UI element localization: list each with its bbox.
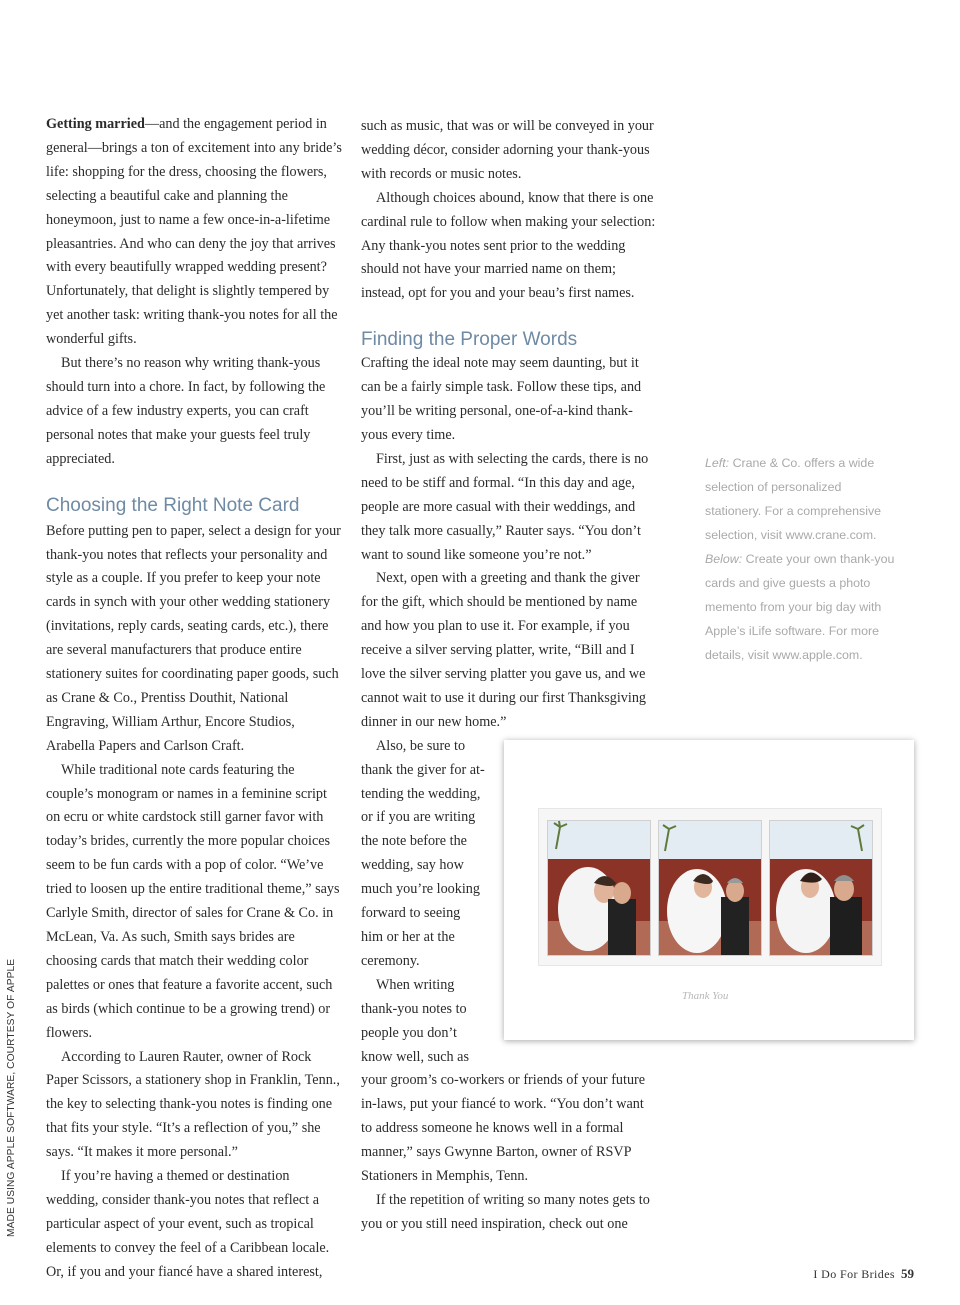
paragraph: Although choices abound, know that there is one cardinal rule to follow when making your selection: Any thank-you notes sent prior to the wedding should not have your married name on them; instead, opt for you and your beau’s first names. (361, 189, 656, 302)
line: ceremony. (361, 952, 420, 969)
line: people you don’t (361, 1024, 457, 1041)
wedding-photo-graphic (770, 821, 872, 955)
paragraph: Next, open with a greeting and thank the giver for the gift, which should be mentioned by name and how you plan to use it. For example, if you receive a silver serving platter, write, “Bill and I love the silver serving platter you gave us, and we cannot wait to use it during our first Thanksgiving dinner in our new home.” (361, 570, 647, 730)
wedding-photo-graphic (659, 821, 761, 955)
wedding-photo (658, 820, 762, 956)
paragraph: While traditional note cards featuring the couple’s monogram or names in a feminine script on ecru or white cardstock still garner favor with today’s brides, currently the more popular choices seem to be fun cards with a pop of color. “We’ve tried to loosen up the entire traditional theme,” says Carlyle Smith, director of sales for Crane & Co. in McLean, Va. As such, Smith says brides are choosing cards that match their wedding color palettes or ones that feature a favorite accent, such as birds (which continue to be a growing trend) or flowers. (46, 761, 340, 1041)
paragraph: Crafting the ideal note may seem daunting, but it can be a fairly simple task. Follow these tips, and you’ll be writing personal, one-of-a-kind thank-yous every time. (361, 355, 642, 443)
line: much you’re looking (361, 881, 480, 898)
article-column-right (361, 115, 657, 1237)
line: the note before the (361, 833, 467, 850)
page-footer (813, 1266, 914, 1282)
thank-you-card-image (504, 740, 914, 1040)
line: tending the wedding, (361, 785, 481, 802)
paragraph-intro (46, 113, 342, 352)
line: him or her at the (361, 929, 455, 945)
article-column-left (46, 113, 342, 1285)
intro-text: —and the engagement period in general—brings a ton of excitement into any bride’s life: shopping for the dress, choosing the flowers, selecting a beautiful cake and planning the honeymoon, just to name a few once-in-a-lifetime pleasantries. And who can deny the joy that arrives with every beautifully wrapped wedding present? Unfortunately, that delight is slightly tempered by yet another task: writing thank-you notes for all the wonderful gifts. (46, 116, 342, 348)
thank-you-script: Thank You (682, 990, 729, 1002)
photo-credit: MADE USING APPLE SOFTWARE, COURTESY OF APPLE (6, 958, 17, 1237)
paragraph: If the repetition of writing so many notes gets to you or you still need inspiration, check out one (361, 1191, 650, 1232)
paragraph-rest: your groom’s co-workers or friends of your future in-laws, put your fiancé to work. “You don’t want to address someone he knows well in a formal manner,” says Gwynne Barton, owner of RSVP Stationers in Memphis, Tenn. (361, 1072, 646, 1185)
line: When writing (376, 976, 455, 993)
line: thank the giver for at- (361, 761, 485, 778)
line: thank-you notes to (361, 1000, 467, 1017)
line: forward to seeing (361, 905, 461, 922)
caption-left-label: Left: (705, 456, 730, 470)
paragraph: First, just as with selecting the cards, there is no need to be stiff and formal. “In this day and age, people are more casual with their weddings, and they talk more casually,” Rauter says. “You don’t want to sound like someone you’re not.” (361, 450, 649, 563)
photo-strip (538, 808, 882, 966)
wedding-photo (769, 820, 873, 956)
caption-below-label: Below: (705, 552, 743, 566)
paragraph: Before putting pen to paper, select a design for your thank-you notes that reflects your personality and style as a couple. If you prefer to keep your note cards in synch with your other wedding stationery (invitations, reply cards, seating cards, etc.), there are several manufacturers that produce entire stationery suites for coordinating paper goods, such as Crane & Co., Prentiss Douthit, National Engraving, William Arthur, Encore Studios, Arabella Papers and Carlson Craft. (46, 522, 341, 754)
section-heading-proper-words: Finding the Proper Words (361, 329, 578, 351)
caption-below-text: Create your own thank-you cards and give guests a photo memento from your big day with Apple’s iLife software. For more details, visit www.apple.com. (705, 552, 895, 662)
paragraph: such as music, that was or will be conveyed in your wedding décor, consider adorning your thank-yous with records or music notes. (361, 118, 654, 182)
paragraph: But there’s no reason why writing thank-yous should turn into a chore. In fact, by following the advice of a few industry experts, you can craft personal notes that make your guests feel truly appreciated. (46, 355, 326, 467)
lede-text: Getting married (46, 116, 145, 132)
section-heading-note-card: Choosing the Right Note Card (46, 494, 300, 516)
photo-caption (705, 451, 895, 667)
paragraph: If you’re having a themed or destination wedding, consider thank-you notes that reflect a particular aspect of your event, such as tropical elements to convey the feel of a Caribbean locale. Or, if you and your fiancé have a shared interest, (46, 1168, 330, 1280)
page-number: 59 (901, 1266, 914, 1281)
line: or if you are writing (361, 809, 476, 826)
wedding-photo (547, 820, 651, 956)
wedding-photo-graphic (548, 821, 650, 955)
line: know well, such as (361, 1048, 469, 1065)
line: wedding, say how (361, 857, 464, 874)
caption-left-text: Crane & Co. offers a wide selection of personalized stationery. For a comprehensive selection, visit www.crane.com. (705, 456, 882, 542)
paragraph: According to Lauren Rauter, owner of Rock Paper Scissors, a stationery shop in Franklin, Tenn., the key to selecting thank-you notes is finding one that fits your style. “It’s a reflection of you,” she says. “It makes it more personal.” (46, 1048, 340, 1161)
publication-name: I Do For Brides (813, 1267, 895, 1281)
line: Also, be sure to (376, 737, 466, 754)
